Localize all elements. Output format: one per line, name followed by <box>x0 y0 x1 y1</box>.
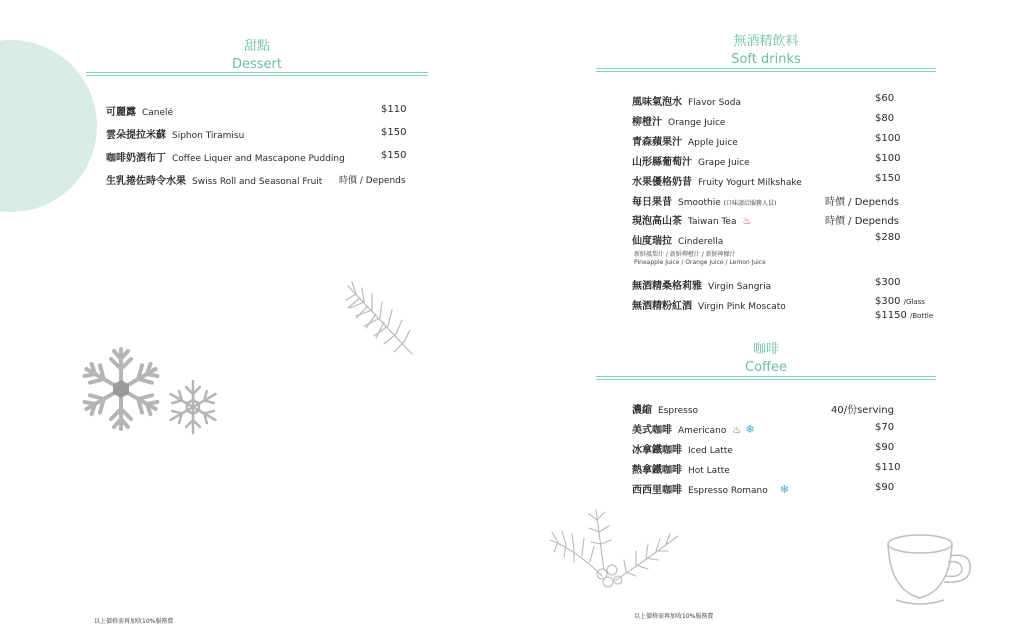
item-name-en: Orange Juice <box>668 118 726 128</box>
coffee-item <box>632 481 789 496</box>
coffee-item <box>632 441 733 456</box>
coffee-title <box>596 343 936 374</box>
price-value: $300 <box>875 296 901 307</box>
dessert-price: 時價 / Depends <box>339 176 406 186</box>
coffee-item <box>632 461 730 476</box>
dessert-divider <box>86 72 428 73</box>
dessert-title-en: Dessert <box>232 57 282 72</box>
item-name-zh: 每日果昔 <box>632 197 672 208</box>
coffee-price: $90 <box>875 482 895 493</box>
item-name-zh: 山形縣葡萄汁 <box>632 157 692 168</box>
item-name-en: Virgin Sangria <box>708 282 772 292</box>
dessert-item <box>106 103 173 118</box>
item-name-zh: 無酒精粉紅酒 <box>632 301 692 312</box>
coffee-item <box>632 421 755 436</box>
cinderella-note-en: Pineapple Juice / Orange Juice / Lemon Juice <box>634 259 766 266</box>
pine-branch-icon <box>340 280 420 360</box>
drink-price: $150 <box>875 173 901 184</box>
dessert-title <box>86 40 428 71</box>
drink-item <box>632 232 723 247</box>
coffee-item <box>632 401 698 416</box>
item-name-en: Iced Latte <box>688 446 733 456</box>
price-value: $1150 <box>875 310 907 321</box>
drink-price: 時價 / Depends <box>825 197 899 208</box>
soft-drinks-title-en: Soft drinks <box>731 52 801 67</box>
drink-item <box>632 173 802 188</box>
item-name-en: Espresso Romano <box>688 486 768 496</box>
soft-drinks-divider <box>596 68 936 69</box>
item-name-zh: 西西里咖啡 <box>632 485 682 496</box>
item-name-en: Fruity Yogurt Milkshake <box>698 178 802 188</box>
drink-item <box>632 93 741 108</box>
decorative-circle <box>0 40 97 212</box>
snowflake-small-icon <box>164 378 222 436</box>
drink-price: $80 <box>875 113 895 124</box>
hot-icon: ♨ <box>732 425 742 436</box>
ice-icon: ❄ <box>779 483 789 496</box>
item-name-en: Cinderella <box>678 237 724 247</box>
item-name-en: Espresso <box>658 406 699 416</box>
item-name-en: Grape Juice <box>698 158 750 168</box>
coffee-price: 40/份serving <box>831 405 894 416</box>
drink-item <box>632 153 750 168</box>
item-name-en: Canelé <box>142 108 174 118</box>
dessert-price: $150 <box>381 150 407 161</box>
coffee-divider <box>596 376 936 377</box>
drink-item <box>632 277 771 292</box>
service-charge-note: 以上價格需再加收10%服務費 <box>634 613 714 620</box>
item-name-zh: 可麗露 <box>106 107 136 118</box>
drink-item <box>632 212 751 227</box>
coffee-price: $110 <box>875 462 901 473</box>
drinks-page <box>512 0 1024 636</box>
item-name-zh: 熱拿鐵咖啡 <box>632 465 682 476</box>
item-name-zh: 風味氣泡水 <box>632 97 682 108</box>
item-name-en: Smoothie <box>678 198 721 208</box>
item-name-en: Apple Juice <box>688 138 738 148</box>
drink-price: 時價 / Depends <box>825 216 899 227</box>
hot-icon: ♨ <box>742 216 752 227</box>
item-name-zh: 生乳捲佐時令水果 <box>106 176 186 187</box>
coffee-title-zh: 咖啡 <box>752 342 779 357</box>
soft-drinks-divider-2 <box>596 71 936 72</box>
drink-price: $300 <box>875 277 901 288</box>
item-name-en: Coffee Liquer and Mascapone Pudding <box>172 154 345 164</box>
item-name-en: Siphon Tiramisu <box>172 131 245 141</box>
item-name-zh: 雲朵提拉米蘇 <box>106 130 166 141</box>
item-name-en: Americano <box>678 426 727 436</box>
price-unit: /Glass <box>903 298 925 306</box>
drink-price: $60 <box>875 93 895 104</box>
item-name-zh: 柳橙汁 <box>632 117 662 128</box>
soft-drinks-title-zh: 無酒精飲料 <box>733 34 799 49</box>
cinderella-note-zh: 新鮮鳳梨汁 / 新鮮柳橙汁 / 新鮮檸檬汁 <box>634 251 736 258</box>
dessert-price: $110 <box>381 104 407 115</box>
item-name-zh: 美式咖啡 <box>632 425 672 436</box>
item-name-zh: 水果優格奶昔 <box>632 177 692 188</box>
drink-item <box>632 297 786 312</box>
dessert-title-zh: 甜點 <box>243 39 270 54</box>
soft-drinks-title <box>596 35 936 66</box>
item-name-zh: 無酒精桑格莉雅 <box>632 281 702 292</box>
item-name-en: Virgin Pink Moscato <box>698 302 786 312</box>
price-unit: /Bottle <box>910 312 934 320</box>
drink-price: $280 <box>875 232 901 243</box>
item-name-en: Hot Latte <box>688 466 730 476</box>
service-charge-note: 以上價格需再加收10%服務費 <box>94 618 174 625</box>
item-name-zh: 青森蘋果汁 <box>632 137 682 148</box>
drink-item <box>632 133 738 148</box>
item-name-en: Flavor Soda <box>688 98 742 108</box>
snowflake-icon <box>76 344 166 434</box>
item-name-zh: 濃縮 <box>632 405 652 416</box>
berry-branch-icon <box>546 500 686 590</box>
drink-item <box>632 193 776 208</box>
drink-price: $100 <box>875 153 901 164</box>
coffee-divider-2 <box>596 379 936 380</box>
item-name-zh: 仙度瑞拉 <box>632 236 672 247</box>
dessert-item <box>106 126 244 141</box>
drink-price-glass <box>875 296 925 307</box>
item-name-en: Taiwan Tea <box>688 217 737 227</box>
ice-icon: ❄ <box>745 423 755 436</box>
coffee-price: $90 <box>875 442 895 453</box>
dessert-item <box>106 172 322 187</box>
item-name-zh: 冰拿鐵咖啡 <box>632 445 682 456</box>
dessert-divider-2 <box>86 75 428 76</box>
item-name-zh: 現泡高山茶 <box>632 216 682 227</box>
item-name-zh: 咖啡奶酒布丁 <box>106 153 166 164</box>
drink-price: $100 <box>875 133 901 144</box>
coffee-title-en: Coffee <box>745 360 787 375</box>
drink-item <box>632 113 725 128</box>
item-name-en: Swiss Roll and Seasonal Fruit <box>192 177 323 187</box>
dessert-price: $150 <box>381 127 407 138</box>
coffee-price: $70 <box>875 422 895 433</box>
coffee-cup-icon <box>882 530 974 610</box>
drink-price-bottle <box>875 310 933 321</box>
item-note: (口味請洽服務人員) <box>723 200 777 207</box>
dessert-item <box>106 149 345 164</box>
